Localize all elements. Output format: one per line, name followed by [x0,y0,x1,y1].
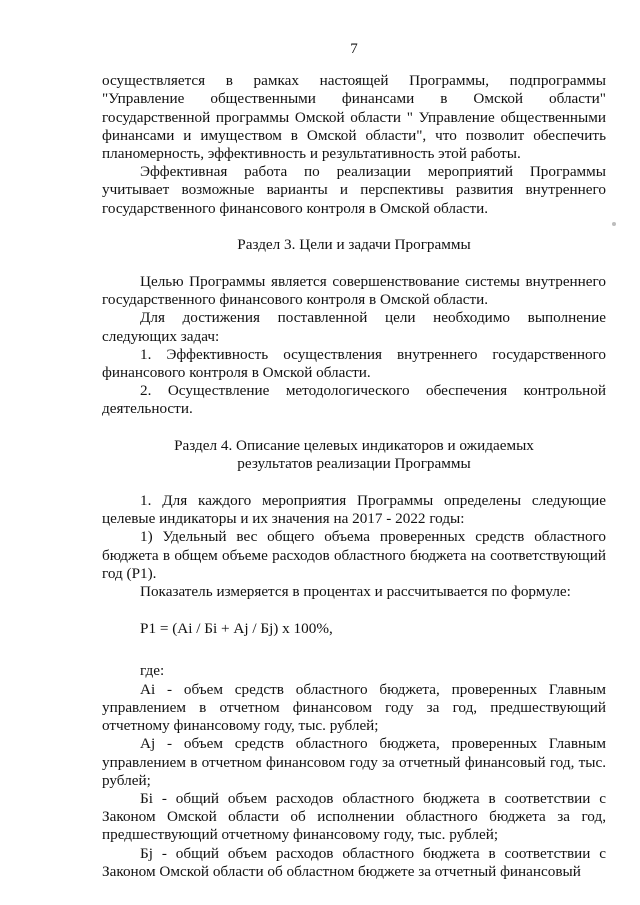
definition-aj: Аj - объем средств областного бюджета, проверенных Главным управлением в отчетном финансовом году за отчетный финансовый год, тыс. рублей; [102,735,606,789]
where-label: где: [140,662,165,680]
section-4-paragraph-1: 1. Для каждого мероприятия Программы определены следующие целевые индикаторы и их значения на 2017 - 2022 годы: [102,492,606,528]
scan-speck [612,222,616,226]
definition-bj: Бj - общий объем расходов областного бюджета в соответствии с Законом Омской области об областном бюджете за отчетный финансовый [102,844,606,880]
section-3-paragraph-1: Целью Программы является совершенствование системы внутреннего государственного финансового контроля в Омской области. [102,273,606,309]
section-4-heading-line-1: Раздел 4. Описание целевых индикаторов и ожидаемых [174,436,534,454]
definition-bi: Бi - общий объем расходов областного бюджета в соответствии с Законом Омской области об исполнении областного бюджета за год, предшествующий отчетному финансовому году, тыс. рублей; [102,789,606,844]
formula: Р1 = (Аi / Бi + Аj / Бj) х 100%, [140,620,333,638]
section-3-task-2: 2. Осуществление методологического обеспечения контрольной деятельности. [102,382,606,418]
section-3-heading: Раздел 3. Цели и задачи Программы [237,235,471,253]
section-3-paragraph-2: Для достижения поставленной цели необходимо выполнение следующих задач: [102,309,606,345]
section-4-paragraph-2: 1) Удельный вес общего объема проверенных средств областного бюджета в общем объеме расходов областного бюджета на соответствующий год (Р1). [102,528,606,582]
document-page [102,40,606,881]
definition-ai: Аi - объем средств областного бюджета, проверенных Главным управлением в отчетном финансовом году за год, предшествующий отчетному финансовому году, тыс. рублей; [102,680,606,735]
intro-paragraph-1: осуществляется в рамках настоящей Программы, подпрограммы "Управление общественными финансами в Омской области" государственной программы Омской области " Управление общественными финансами и имуществом в Омской области", что позволит обеспечить планомерность, эффективность и результативность этой работы. [102,72,606,163]
section-4-paragraph-3: Показатель измеряется в процентах и рассчитывается по формуле: [140,583,571,601]
intro-paragraph-2: Эффективная работа по реализации мероприятий Программы учитывает возможные варианты и перспективы развития внутреннего государственного финансового контроля в Омской области. [102,163,606,217]
page-number: 7 [350,41,358,57]
section-3-task-1: 1. Эффективность осуществления внутреннего государственного финансового контроля в Омской области. [102,345,606,382]
section-4-heading-line-2: результатов реализации Программы [237,454,471,472]
